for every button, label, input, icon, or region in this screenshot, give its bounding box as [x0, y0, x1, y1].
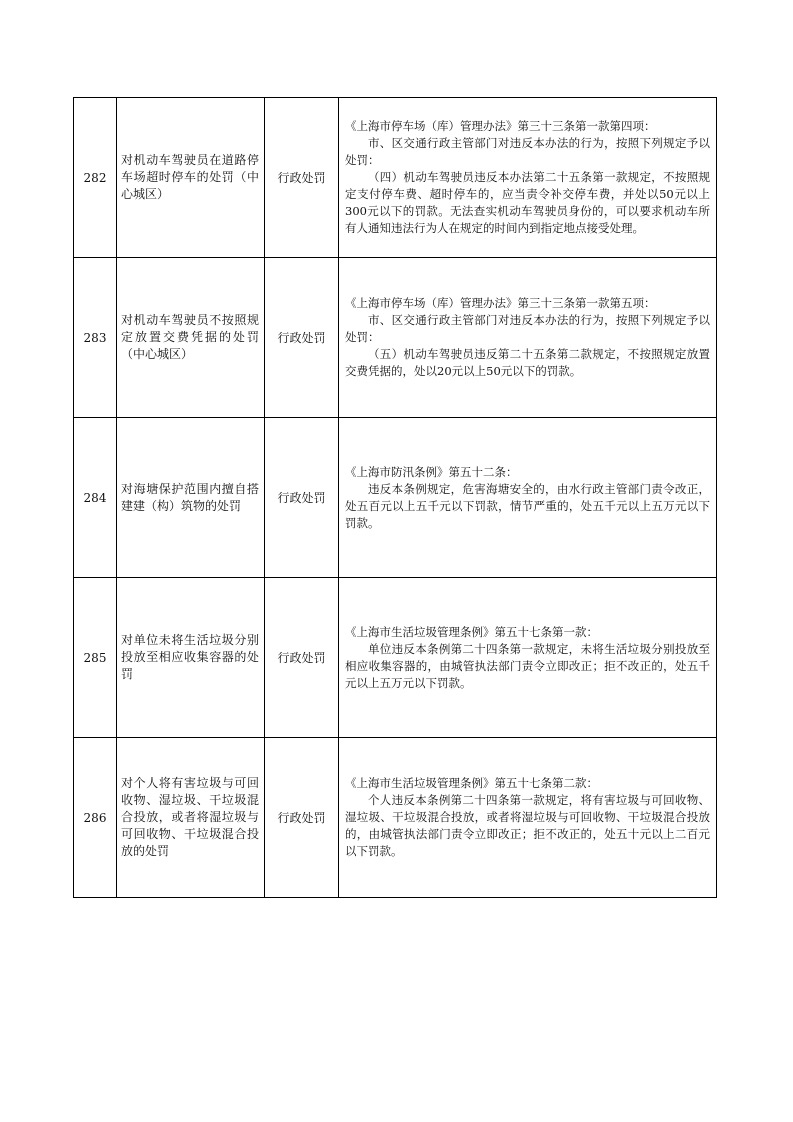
row-number: 284 — [74, 418, 117, 578]
item-name: 对机动车驾驶员不按照规定放置交费凭据的处罚（中心城区） — [117, 258, 265, 418]
basis-paragraph: 个人违反本条例第二十四条第一款规定，将有害垃圾与可回收物、湿垃圾、干垃圾混合投放，或者将湿垃圾与可回收物、干垃圾混合投放的，由城管执法部门责令立即改正；拒不改正的，处五十元以上二百元以下罚款。 — [345, 793, 710, 858]
basis-paragraph: 市、区交通行政主管部门对违反本办法的行为，按照下列规定予以处罚： — [345, 136, 710, 167]
legal-basis — [339, 738, 717, 898]
item-type: 行政处罚 — [265, 258, 339, 418]
item-name: 对海塘保护范围内擅自搭建建（构）筑物的处罚 — [117, 418, 265, 578]
table-row — [74, 258, 717, 418]
basis-source: 《上海市停车场（库）管理办法》第三十三条第一款第四项： — [345, 119, 656, 133]
item-type: 行政处罚 — [265, 738, 339, 898]
legal-basis — [339, 578, 717, 738]
penalty-table — [73, 97, 717, 898]
basis-paragraph: 单位违反本条例第二十四条第一款规定，未将生活垃圾分别投放至相应收集容器的，由城管执法部门责令立即改正；拒不改正的，处五千元以上五万元以下罚款。 — [345, 641, 710, 690]
item-name: 对单位未将生活垃圾分别投放至相应收集容器的处罚 — [117, 578, 265, 738]
basis-paragraph: （五）机动车驾驶员违反第二十五条第二款规定，不按照规定放置交费凭据的，处以20元以上50元以下的罚款。 — [345, 347, 710, 378]
row-number: 283 — [74, 258, 117, 418]
basis-source: 《上海市防汛条例》第五十二条： — [345, 464, 518, 479]
legal-basis — [339, 258, 717, 418]
row-number: 285 — [74, 578, 117, 738]
table-row — [74, 738, 717, 898]
row-number: 282 — [74, 98, 117, 258]
basis-paragraph: 市、区交通行政主管部门对违反本办法的行为，按照下列规定予以处罚： — [345, 313, 710, 344]
table-row — [74, 98, 717, 258]
item-name: 对个人将有害垃圾与可回收物、湿垃圾、干垃圾混合投放，或者将湿垃圾与可回收物、干垃圾混合投放的处罚 — [117, 738, 265, 898]
item-type: 行政处罚 — [265, 98, 339, 258]
legal-basis — [339, 418, 717, 578]
basis-source: 《上海市停车场（库）管理办法》第三十三条第一款第五项： — [345, 296, 656, 310]
basis-source: 《上海市生活垃圾管理条例》第五十七条第二款： — [345, 776, 598, 790]
legal-basis — [339, 98, 717, 258]
item-name: 对机动车驾驶员在道路停车场超时停车的处罚（中心城区） — [117, 98, 265, 258]
table-row — [74, 578, 717, 738]
item-type: 行政处罚 — [265, 418, 339, 578]
row-number: 286 — [74, 738, 117, 898]
basis-source: 《上海市生活垃圾管理条例》第五十七条第一款： — [345, 624, 598, 639]
item-type: 行政处罚 — [265, 578, 339, 738]
table-row — [74, 418, 717, 578]
basis-paragraph: （四）机动车驾驶员违反本办法第二十五条第一款规定，不按照规定支付停车费、超时停车的，应当责令补交停车费，并处以50元以上300元以下的罚款。无法查实机动车驾驶员身份的，可以要求机动车所有人通知违法行为人在规定的时间内到指定地点接受处理。 — [345, 170, 710, 235]
basis-paragraph: 违反本条例规定，危害海塘安全的，由水行政主管部门责令改正，处五百元以上五千元以下罚款，情节严重的，处五千元以上五万元以下罚款。 — [345, 481, 710, 530]
